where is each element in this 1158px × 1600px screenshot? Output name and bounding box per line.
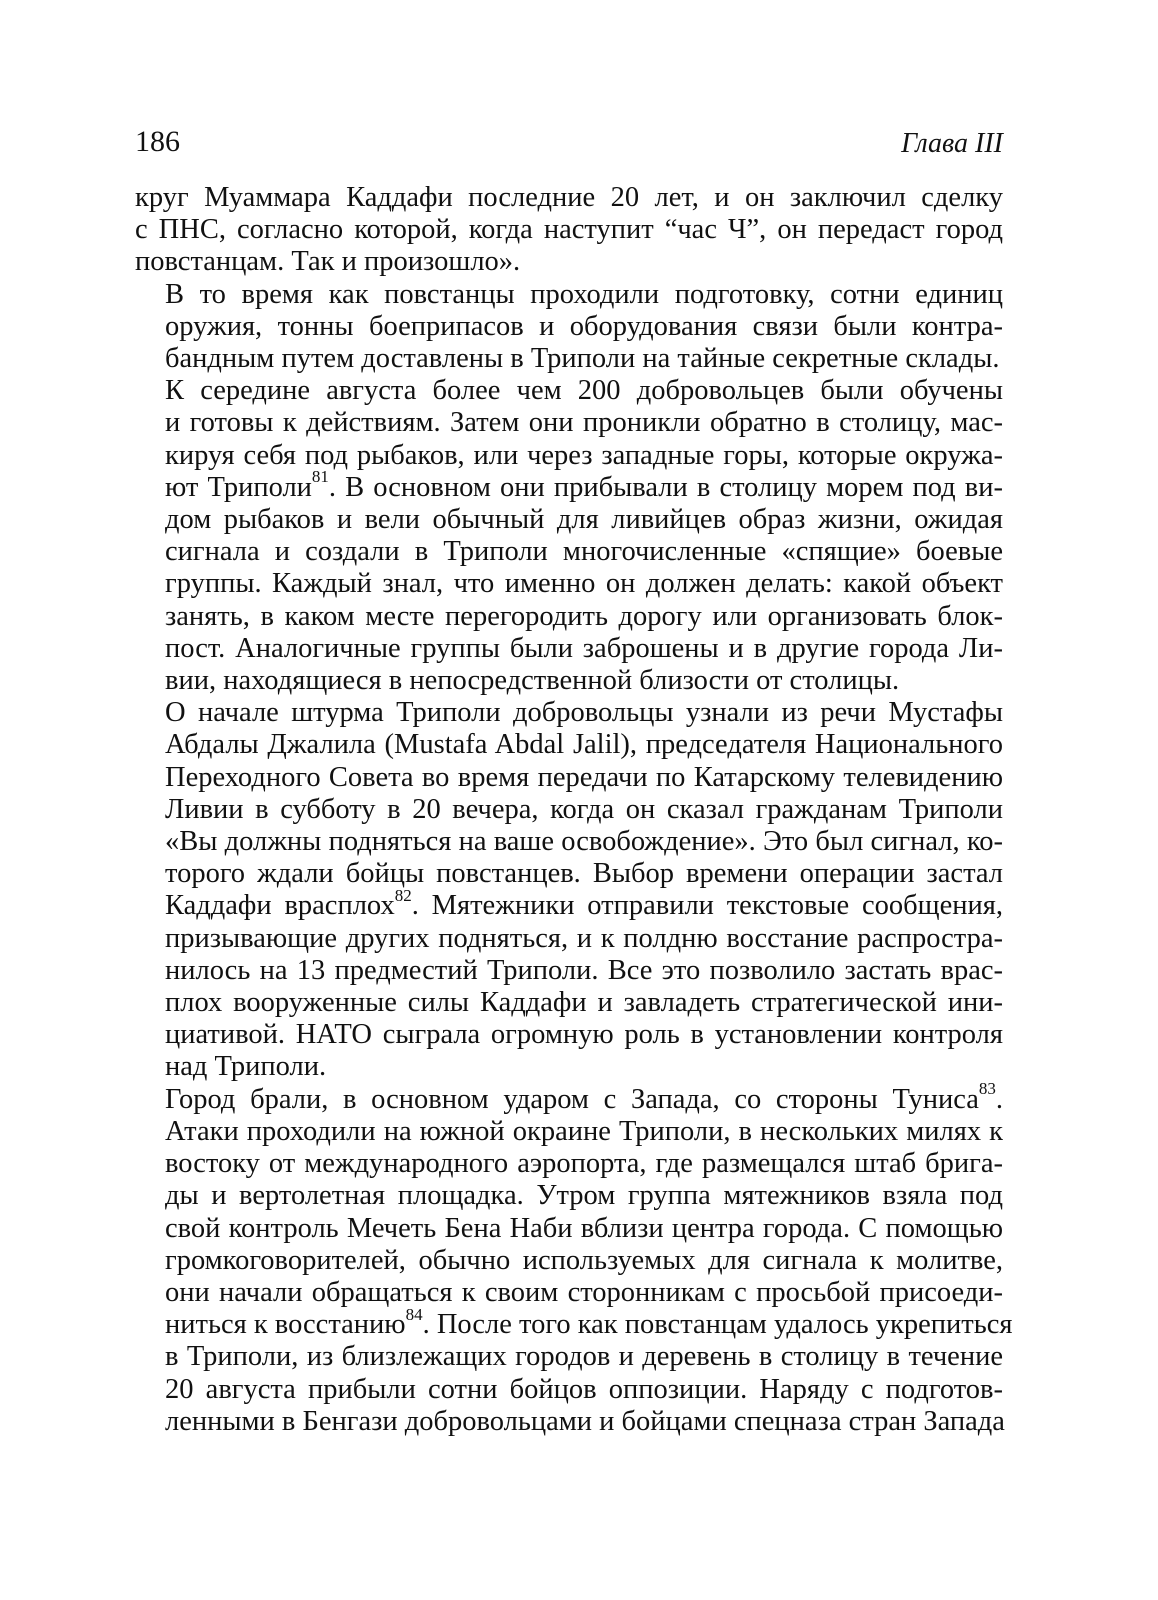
text-line: востоку от международного аэропорта, где размещался штаб брига- [165,1148,1003,1180]
text-line: они начали обращаться к своим сторонникам с просьбой присоеди- [165,1276,1003,1308]
book-page [135,125,1013,1438]
text-line: занять, в каком месте перегородить дорогу или организовать блок- [165,600,1003,632]
text-line: бандным путем доставлены в Триполи на тайные секретные склады. [165,343,1000,375]
page-number: 186 [135,125,180,158]
text-line: Переходного Совета во время передачи по Катарскому телевидению [165,761,1003,793]
text-line: громкоговорителей, обычно используемых для сигнала к молитве, [165,1244,1003,1276]
text-line: ниться к восстанию$^{84}$. После того как повстанцам удалось укрепиться [165,1304,1013,1341]
text-line: плох вооруженные силы Каддафи и завладеть стратегической ини- [165,987,1003,1019]
text-line: циативой. НАТО сыграла огромную роль в установлении контроля [165,1019,1003,1051]
text-line: Каддафи врасплох$^{82}$. Мятежники отправили текстовые сообщения, [165,885,1003,922]
text-line: 20 августа прибыли сотни бойцов оппозиции. Наряду с подготов- [165,1373,1003,1405]
text-line: К середине августа более чем 200 добровольцев были обучены [165,375,1003,407]
text-line: группы. Каждый знал, что именно он должен делать: какой объект [165,568,1003,600]
text-line: Город брали, в основном ударом с Запада, со стороны Туниса$^{83}$. [165,1079,1003,1115]
footnote-ref: 82 [394,885,412,905]
text-line: в Триполи, из близлежащих городов и деревень в столицу в течение [165,1341,1003,1373]
text-line: В то время как повстанцы проходили подготовку, сотни единиц [165,278,1003,310]
text-line: ды и вертолетная площадка. Утром группа мятежников взяла под [165,1180,1003,1212]
text-line: Атаки проходили на южной окраине Триполи, в нескольких милях к [165,1115,1003,1147]
footnote-ref: 83 [978,1079,996,1099]
text-line: и готовы к действиям. Затем они проникли обратно в столицу, мас- [165,407,1003,439]
footnote-ref: 81 [311,467,329,487]
text-line: О начале штурма Триполи добровольцы узнали из речи Мустафы [165,697,1003,729]
text-line: оружия, тонны боеприпасов и оборудования связи были контра- [165,310,1003,342]
text-line: нилось на 13 предместий Триполи. Все это позволило застать врас- [165,954,1003,986]
text-line: над Триполи. [165,1051,327,1083]
text-line: свой контроль Мечеть Бена Наби вблизи центра города. С помощью [165,1212,1003,1244]
paragraph [135,375,1003,697]
text-line: дом рыбаков и вели обычный для ливийцев образ жизни, ожидая [165,504,1003,536]
text-line: ленными в Бенгази добровольцами и бойцами спецназа стран Запада [165,1405,1005,1437]
text-line: «Вы должны подняться на ваше освобождение». Это был сигнал, ко- [165,826,1003,858]
body-text [135,182,1013,1438]
page-header [135,126,1003,182]
paragraph [135,279,1003,376]
paragraph [135,697,1003,1083]
text-line: пост. Аналогичные группы были заброшены и в другие города Ли- [165,632,1003,664]
text-line: круг Муаммара Каддафи последние 20 лет, и он заключил сделку [135,182,1003,213]
text-line: кируя себя под рыбаков, или через западные горы, которые окружа- [165,439,1003,471]
paragraph [135,1079,1013,1438]
text-line: с ПНС, согласно которой, когда наступит “час Ч”, он передаст город [135,214,1003,246]
text-line: ют Триполи$^{81}$. В основном они прибывали в столицу морем под ви- [165,467,1003,503]
running-head: Глава III [901,128,1003,159]
text-line: сигнала и создали в Триполи многочисленные «спящие» боевые [165,536,1003,568]
text-line: торого ждали бойцы повстанцев. Выбор времени операции застал [165,858,1003,890]
text-line: вии, находящиеся в непосредственной близости от столицы. [165,665,900,697]
footnote-ref: 84 [405,1304,423,1324]
text-line: Абдалы Джалила (Mustafa Abdal Jalil), председателя Национального [165,729,1003,761]
text-line: повстанцам. Так и произошло». [135,246,521,278]
text-line: призывающие других подняться, и к полдню восстание распростра- [165,922,1003,954]
text-line: Ливии в субботу в 20 вечера, когда он сказал гражданам Триполи [165,793,1003,825]
paragraph [135,182,1003,279]
